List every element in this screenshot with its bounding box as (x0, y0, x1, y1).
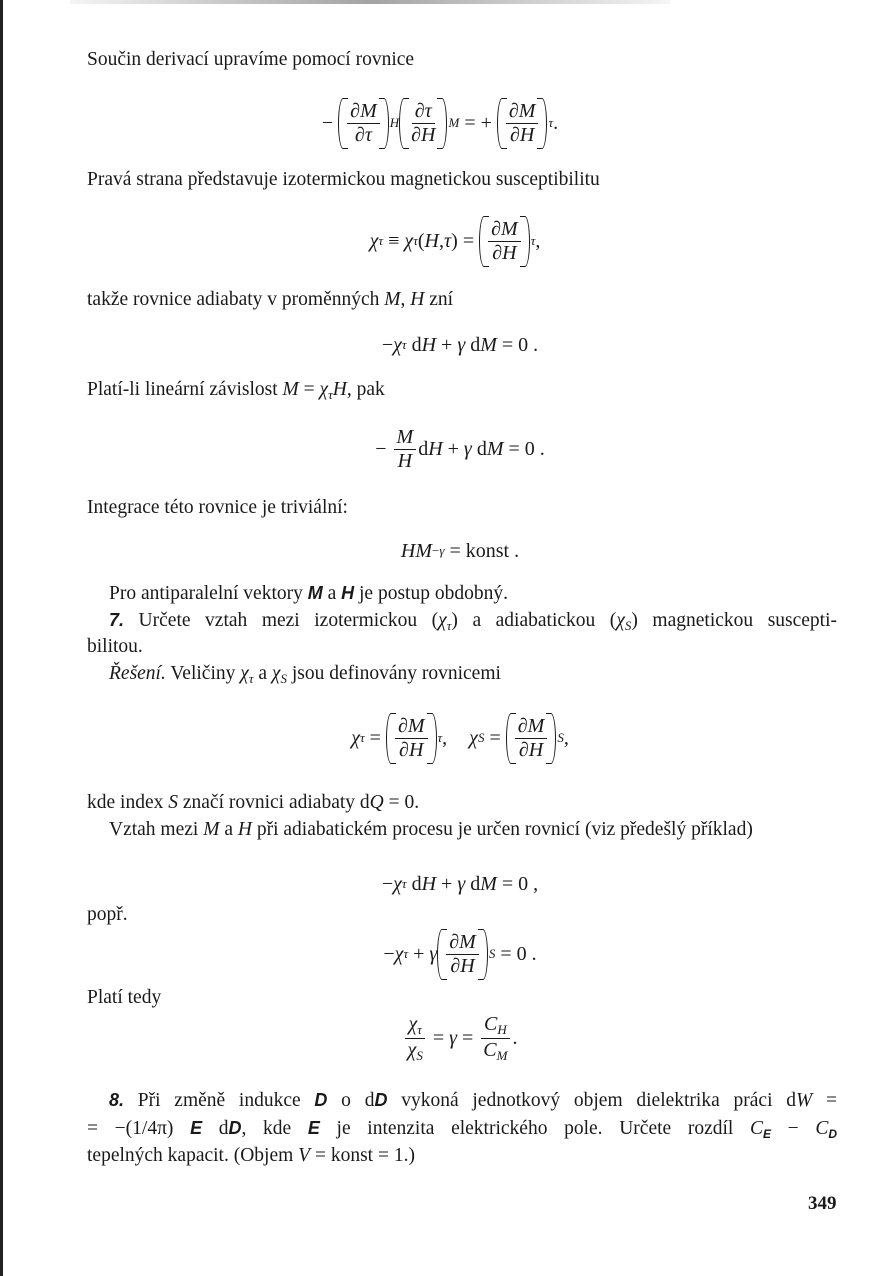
equation-adiabat-repeat: − χ τ d H + γ d M = 0 , (381, 872, 539, 895)
word-popr: popř. (87, 904, 128, 925)
problem-8-line-2: = −(1/4π) E dD, kde E je intenzita elektrického pole. Určete rozdíl $C_E - C_D$ (87, 1118, 838, 1141)
equation-adiabat-chi: − χ τ d H + γ d M = 0 . (381, 333, 539, 356)
paragraph-antiparallel: Pro antiparalelní vektory M a H je postup obdobný. (109, 583, 508, 604)
equation-adiabat-derivative: − χ τ + γ $\frac{\partial M}{\partial H}$ S = 0 . (383, 930, 537, 977)
page-number: 349 (808, 1193, 837, 1214)
equation-adiabat-linear: − $\frac{M}{H}$ d H + γ d M = 0 . (375, 425, 545, 472)
scan-artifact-left (0, 0, 3, 1276)
scan-artifact-top (70, 0, 670, 4)
paragraph-relation: Vztah mezi M a H při adiabatickém procesu je určen rovnicí (viz předešlý příklad) (109, 819, 753, 840)
paragraph-adiabat: takže rovnice adiabaty v proměnných M, H zní (87, 289, 454, 310)
equation-ratio: $\frac{\chi_\tau}{\chi_S}$ = γ = $\frac{C_H}{C_M}$ . (340, 1005, 580, 1071)
equation-susceptibility-definitions: χ τ = $\frac{\partial M}{\partial H}$ τ , χ S = $\frac{\partial M}{\partial H}$ S , (351, 714, 569, 761)
paragraph-index-s: kde index S značí rovnici adiabaty dQ = 0. (87, 792, 420, 813)
paragraph-linear: Platí-li lineární závislost $M = \chi_\tau H$, pak (87, 379, 385, 402)
equation-derivative-product: − $\frac{\partial M}{\partial\tau}$ H $\frac{\partial\tau}{\partial H}$ M = + $\frac{\partial M}{\partial H}$ τ . (321, 99, 559, 146)
paragraph-integration: Integrace této rovnice je triviální: (87, 497, 348, 518)
paragraph-intro: Součin derivací upravíme pomocí rovnice (87, 49, 415, 70)
problem-8-line-3: tepelných kapacit. (Objem V = konst = 1.) (87, 1145, 415, 1166)
equation-integral: HM −γ = konst . (400, 539, 520, 562)
problem-7-line-1: 7. Určete vztah mezi izotermickou $(\chi_\tau)$ a adiabatickou $(\chi_S)$ magnetickou suscepti- (109, 610, 838, 633)
solution-intro: Řešení. Veličiny $\chi_\tau$ a $\chi_S$ jsou definovány rovnicemi (109, 663, 501, 686)
problem-7-line-2: bilitou. (87, 636, 143, 657)
word-plati-tedy: Platí tedy (87, 987, 162, 1008)
paragraph-right-side: Pravá strana představuje izotermickou magnetickou susceptibilitu (87, 169, 600, 190)
problem-8-line-1: 8. Při změně indukce D o dD vykoná jednotkový objem dielektrika práci dW = (109, 1090, 838, 1111)
equation-isothermal-susceptibility: χ τ ≡ χ τ ( H , τ ) = $\frac{\partial M}{\partial H}$ τ , (369, 217, 541, 264)
